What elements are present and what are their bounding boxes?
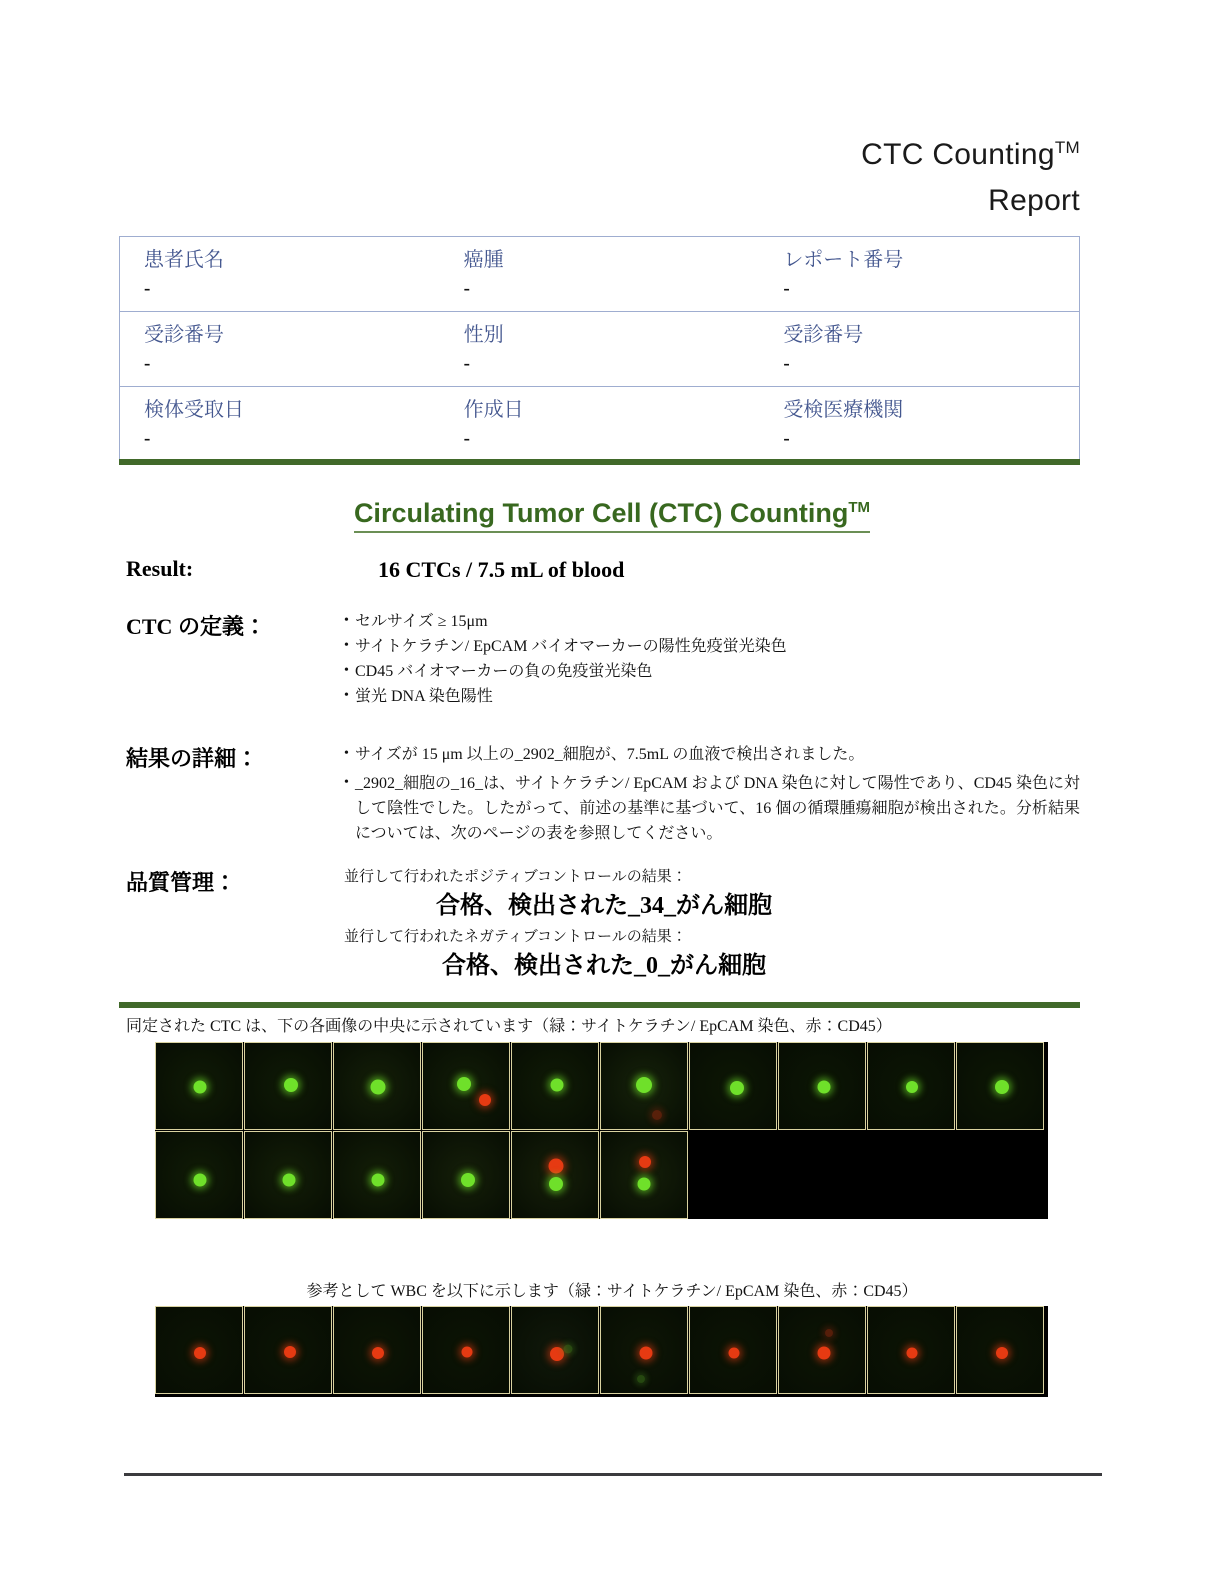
fluorescent-cell-marker xyxy=(194,1081,207,1094)
microscopy-thumbnail xyxy=(511,1306,599,1394)
fluorescent-cell-marker xyxy=(825,1329,833,1337)
info-label: 癌腫 xyxy=(463,249,504,271)
microscopy-thumbnail xyxy=(956,1306,1044,1394)
microscopy-thumbnail xyxy=(511,1131,599,1219)
info-value: - xyxy=(144,278,151,299)
ctc-image-gallery xyxy=(155,1042,1048,1219)
fluorescent-cell-marker xyxy=(818,1347,831,1360)
microscopy-thumbnail xyxy=(689,1042,777,1130)
empty-gallery-area xyxy=(689,1131,1048,1219)
info-value: - xyxy=(463,353,470,374)
quality-control-block xyxy=(126,866,1080,986)
info-cell-creation-date xyxy=(440,387,760,462)
microscopy-thumbnail xyxy=(600,1042,688,1130)
positive-control-result: 合格、検出された_34_がん細胞 xyxy=(436,893,772,919)
ctc-image-row-1 xyxy=(155,1042,1048,1130)
info-value: - xyxy=(144,353,151,374)
list-item: • CD45 バイオマーカーの負の免疫蛍光染色 xyxy=(344,660,1080,683)
detail-label: 結果の詳細： xyxy=(126,746,259,771)
fluorescent-cell-marker xyxy=(551,1079,564,1092)
fluorescent-cell-marker xyxy=(730,1081,744,1095)
fluorescent-cell-marker xyxy=(818,1081,831,1094)
fluorescent-cell-marker xyxy=(457,1077,471,1091)
microscopy-thumbnail xyxy=(956,1042,1044,1130)
info-value: - xyxy=(463,428,470,449)
info-cell-medical-institution xyxy=(759,387,1079,462)
fluorescent-cell-marker xyxy=(564,1345,573,1354)
microscopy-thumbnail xyxy=(244,1131,332,1219)
fluorescent-cell-marker xyxy=(550,1347,564,1361)
table-row xyxy=(120,387,1079,462)
info-cell-visit-number-2 xyxy=(759,312,1079,387)
microscopy-thumbnail xyxy=(155,1042,243,1130)
fluorescent-cell-marker xyxy=(652,1110,662,1120)
fluorescent-cell-marker xyxy=(638,1178,651,1191)
quality-control-body xyxy=(344,866,1080,986)
microscopy-thumbnail xyxy=(244,1042,332,1130)
table-row xyxy=(120,312,1079,387)
list-item: • セルサイズ ≥ 15μm xyxy=(344,610,1080,633)
fluorescent-cell-marker xyxy=(461,1173,475,1187)
info-label: 性別 xyxy=(463,324,504,346)
list-item: • サイズが 15 μm 以上の_2902_細胞が、7.5mL の血液で検出されました。 xyxy=(344,742,1080,767)
positive-control-caption: 並行して行われたポジティブコントロールの結果： xyxy=(344,869,687,885)
microscopy-thumbnail xyxy=(600,1306,688,1394)
microscopy-thumbnail xyxy=(333,1042,421,1130)
result-block xyxy=(126,556,1080,584)
definition-label: CTC の定義： xyxy=(126,614,266,639)
patient-info-table xyxy=(119,236,1080,462)
wbc-image-row-1 xyxy=(155,1306,1048,1394)
divider-green-top xyxy=(119,459,1080,465)
fluorescent-cell-marker xyxy=(996,1347,1008,1359)
info-label: 作成日 xyxy=(463,399,524,421)
info-label: 受診番号 xyxy=(783,324,864,346)
info-value: - xyxy=(144,428,151,449)
info-value: - xyxy=(783,428,790,449)
definition-body xyxy=(344,610,1080,708)
detail-block xyxy=(126,742,1080,850)
info-label: 検体受取日 xyxy=(144,399,244,421)
info-label: レポート番号 xyxy=(783,249,904,271)
list-item: • 蛍光 DNA 染色陽性 xyxy=(344,685,1080,708)
definition-block xyxy=(126,610,1080,710)
info-label: 患者氏名 xyxy=(144,249,224,271)
microscopy-thumbnail xyxy=(511,1042,599,1130)
section-title-text: Circulating Tumor Cell (CTC) Counting xyxy=(353,498,849,528)
page-title-line2: Report xyxy=(988,184,1080,217)
result-label: Result: xyxy=(126,556,194,581)
fluorescent-cell-marker xyxy=(640,1347,653,1360)
fluorescent-cell-marker xyxy=(907,1348,918,1359)
result-value: 16 CTCs / 7.5 mL of blood xyxy=(378,557,625,582)
info-cell-cancer-type xyxy=(440,237,760,312)
microscopy-thumbnail xyxy=(778,1042,866,1130)
fluorescent-cell-marker xyxy=(549,1159,564,1174)
section-title xyxy=(0,498,1224,529)
info-cell-gender xyxy=(440,312,760,387)
list-item: • _2902_細胞の_16_は、サイトケラチン/ EpCAM および DNA 染色に対して陽性であり、CD45 染色に対して陰性でした。したがって、前述の基準に基づいて、16 個の循環腫瘍細胞が検出された。分析結果については、次のページの表を参照してください。 xyxy=(344,771,1080,846)
info-value: - xyxy=(463,278,470,299)
microscopy-thumbnail xyxy=(867,1306,955,1394)
negative-control-result: 合格、検出された_0_がん細胞 xyxy=(442,953,766,979)
negative-control-caption: 並行して行われたネガティブコントロールの結果： xyxy=(344,929,687,945)
microscopy-thumbnail xyxy=(155,1131,243,1219)
fluorescent-cell-marker xyxy=(284,1346,296,1358)
list-item: • サイトケラチン/ EpCAM バイオマーカーの陽性免疫蛍光染色 xyxy=(344,635,1080,658)
fluorescent-cell-marker xyxy=(479,1094,491,1106)
detail-body xyxy=(344,742,1080,846)
microscopy-thumbnail xyxy=(867,1042,955,1130)
info-label: 受診番号 xyxy=(144,324,224,346)
wbc-gallery-caption: 参考として WBC を以下に示します（緑：サイトケラチン/ EpCAM 染色、赤：CD45） xyxy=(306,1283,918,1300)
microscopy-thumbnail xyxy=(778,1306,866,1394)
fluorescent-cell-marker xyxy=(372,1174,385,1187)
divider-green-middle xyxy=(119,1002,1080,1008)
microscopy-thumbnail xyxy=(422,1042,510,1130)
microscopy-thumbnail xyxy=(155,1306,243,1394)
quality-control-label: 品質管理： xyxy=(126,870,237,895)
trademark-symbol: TM xyxy=(1054,138,1080,157)
fluorescent-cell-marker xyxy=(371,1080,386,1095)
thumbnail-background xyxy=(512,1132,598,1218)
thumbnail-background xyxy=(601,1132,687,1218)
table-row xyxy=(120,237,1079,312)
trademark-symbol: TM xyxy=(848,499,871,516)
fluorescent-cell-marker xyxy=(637,1375,645,1383)
microscopy-thumbnail xyxy=(422,1306,510,1394)
footer-divider xyxy=(124,1473,1102,1476)
fluorescent-cell-marker xyxy=(194,1347,206,1359)
page-title xyxy=(120,132,1080,224)
fluorescent-cell-marker xyxy=(372,1347,384,1359)
info-cell-sample-received-date xyxy=(120,387,440,462)
fluorescent-cell-marker xyxy=(639,1156,651,1168)
microscopy-thumbnail xyxy=(600,1131,688,1219)
fluorescent-cell-marker xyxy=(284,1078,298,1092)
page-title-line1: CTC Counting xyxy=(861,138,1055,171)
info-label: 受検医療機関 xyxy=(783,399,904,421)
microscopy-thumbnail xyxy=(333,1131,421,1219)
fluorescent-cell-marker xyxy=(636,1077,652,1093)
fluorescent-cell-marker xyxy=(194,1174,207,1187)
microscopy-thumbnail xyxy=(333,1306,421,1394)
fluorescent-cell-marker xyxy=(283,1174,296,1187)
info-value: - xyxy=(783,353,790,374)
microscopy-thumbnail xyxy=(689,1306,777,1394)
fluorescent-cell-marker xyxy=(549,1177,563,1191)
fluorescent-cell-marker xyxy=(906,1081,918,1093)
wbc-image-gallery xyxy=(155,1306,1048,1397)
ctc-image-row-2 xyxy=(155,1131,1048,1219)
fluorescent-cell-marker xyxy=(462,1347,473,1358)
fluorescent-cell-marker xyxy=(995,1080,1009,1094)
info-cell-report-number xyxy=(759,237,1079,312)
info-cell-visit-number xyxy=(120,312,440,387)
info-cell-patient-name xyxy=(120,237,440,312)
detail-bullet-list xyxy=(344,742,1080,846)
ctc-gallery-caption: 同定された CTC は、下の各画像の中央に示されています（緑：サイトケラチン/ EpCAM 染色、赤：CD45） xyxy=(126,1018,892,1035)
fluorescent-cell-marker xyxy=(729,1348,740,1359)
microscopy-thumbnail xyxy=(244,1306,332,1394)
info-value: - xyxy=(783,278,790,299)
microscopy-thumbnail xyxy=(422,1131,510,1219)
definition-bullet-list xyxy=(344,610,1080,708)
